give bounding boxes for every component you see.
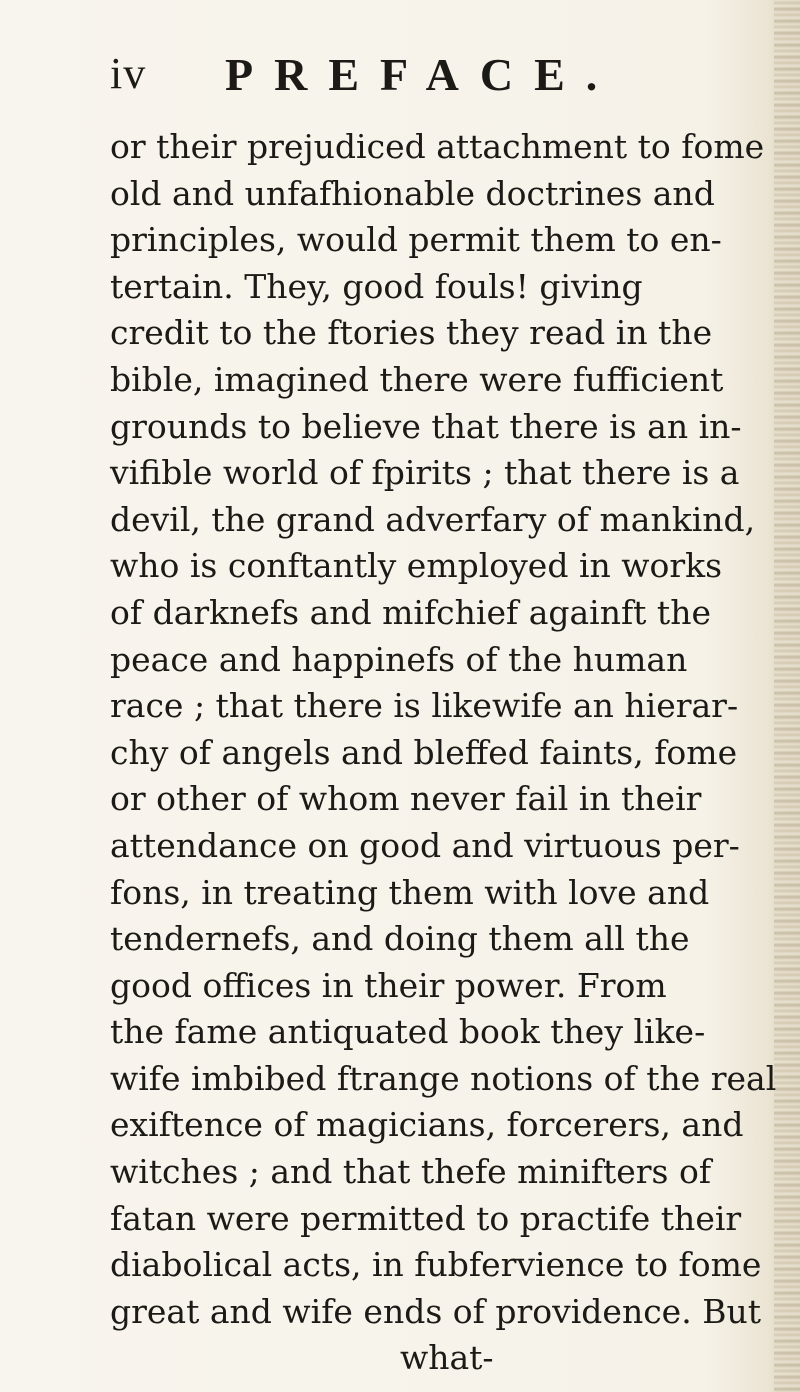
text-line: vifible world of fpirits ; that there is a — [110, 453, 740, 493]
text-line: race ; that there is likewife an hierar- — [110, 686, 739, 726]
text-line: fatan were permitted to practife their — [110, 1198, 742, 1238]
text-line: tendernefs, and doing them all the — [110, 919, 690, 959]
text-line: exiftence of magicians, forcerers, and — [110, 1105, 744, 1145]
page-number: iv — [110, 49, 147, 98]
text-line: or their prejudiced attachment to fome — [110, 127, 765, 166]
text-line: chy of angels and bleffed faints, fome — [110, 732, 738, 772]
text-line: wife imbibed ftrange notions of the real — [110, 1058, 777, 1098]
text-line: good offices in their power. From — [110, 965, 667, 1005]
text-line: devil, the grand adverfary of mankind, — [110, 499, 756, 539]
text-line: diabolical acts, in fubfervience to fome — [110, 1245, 762, 1285]
page-header — [110, 48, 710, 108]
text-line: grounds to believe that there is an in- — [110, 406, 742, 446]
text-line: witches ; and that thefe minifters of — [110, 1152, 712, 1192]
catchword: what- — [400, 1338, 494, 1378]
text-line: who is conftantly employed in works — [110, 546, 723, 586]
text-line: or other of whom never fail in their — [110, 779, 702, 819]
text-line: the fame antiquated book they like- — [110, 1012, 706, 1052]
text-line: peace and happinefs of the human — [110, 639, 688, 679]
running-head: PREFACE. — [225, 49, 619, 100]
body-text — [110, 124, 800, 1382]
text-line: of darknefs and mifchief againft the — [110, 592, 711, 632]
text-line: fons, in treating them with love and — [110, 872, 710, 912]
text-line: attendance on good and virtuous per- — [110, 825, 740, 865]
text-line: tertain. They, good fouls! giving — [110, 266, 643, 306]
text-line: great and wife ends of providence. But — [110, 1291, 761, 1331]
text-line: principles, would permit them to en- — [110, 220, 722, 260]
text-line: bible, imagined there were fufficient — [110, 359, 724, 399]
text-line: old and unfafhionable doctrines and — [110, 173, 715, 213]
text-line: credit to the ftories they read in the — [110, 313, 713, 353]
